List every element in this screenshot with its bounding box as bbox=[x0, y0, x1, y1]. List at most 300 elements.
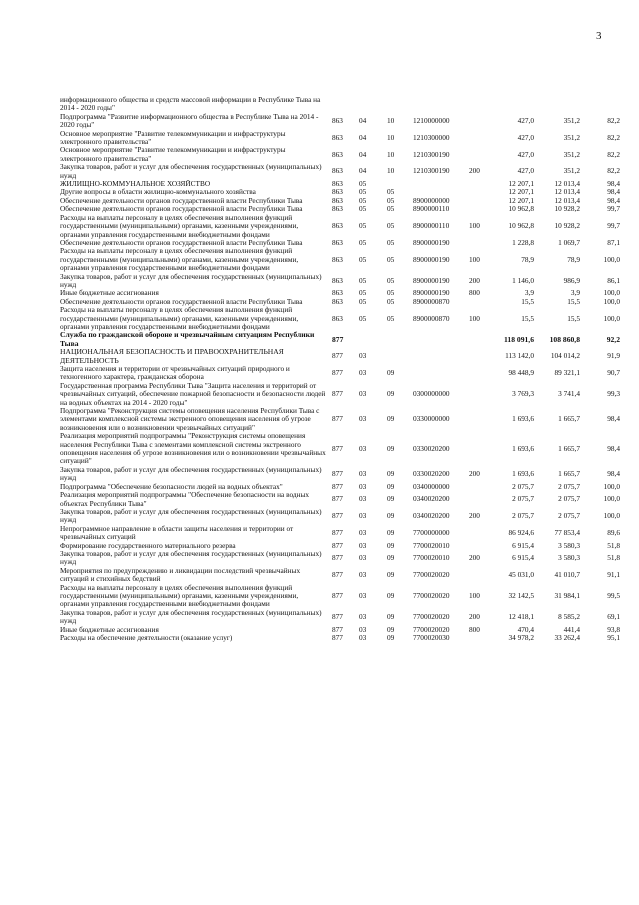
target-article-code: 0340020200 bbox=[413, 494, 450, 504]
actual-amount: 2 075,7 bbox=[558, 482, 580, 491]
expense-name: Закупка товаров, работ и услуг для обеспечения государственных (муниципальных) нужд bbox=[60, 163, 322, 180]
subsection-code: 05 bbox=[387, 275, 395, 285]
expense-name: Расходы на выплаты персоналу в целях обеспечения выполнения функций государственными (муниципальными) органами, казенными учреждениями, органами управления государственными внебюджетными фондами bbox=[60, 213, 299, 239]
subsection-code: 05 bbox=[387, 254, 395, 264]
table-row bbox=[60, 382, 620, 407]
actual-amount: 351,2 bbox=[563, 149, 580, 159]
execution-percent: 87,1 bbox=[607, 238, 620, 247]
execution-percent: 51,8 bbox=[607, 553, 620, 563]
actual-amount: 351,2 bbox=[563, 132, 580, 142]
expense-type-code bbox=[469, 525, 489, 542]
section-code: 05 bbox=[359, 254, 367, 264]
target-article-code: 0340020200 bbox=[413, 511, 450, 521]
actual-amount: 15,5 bbox=[567, 313, 580, 323]
section-code: 03 bbox=[359, 527, 367, 537]
execution-percent: 86,1 bbox=[607, 275, 620, 285]
section-code: 03 bbox=[359, 482, 367, 491]
subsection-code: 05 bbox=[387, 289, 395, 298]
table-row bbox=[60, 298, 620, 306]
expense-type-code bbox=[469, 205, 489, 213]
actual-amount: 41 010,7 bbox=[554, 569, 580, 579]
actual-amount: 89 321,1 bbox=[554, 368, 580, 378]
planned-amount: 113 142,0 bbox=[505, 351, 534, 361]
execution-percent: 91,1 bbox=[607, 569, 620, 579]
table-row bbox=[60, 483, 620, 491]
ministry-code: 877 bbox=[332, 553, 343, 563]
table-row bbox=[60, 567, 620, 584]
planned-amount: 470,4 bbox=[517, 625, 534, 634]
target-article-code: 0330020200 bbox=[413, 443, 450, 453]
planned-amount: 45 031,0 bbox=[508, 569, 534, 579]
expense-type-code bbox=[469, 432, 489, 466]
actual-amount: 351,2 bbox=[563, 166, 580, 176]
subsection-code: 05 bbox=[387, 221, 395, 231]
ministry-code: 877 bbox=[332, 625, 343, 634]
expense-name: Расходы на обеспечение деятельности (оказание услуг) bbox=[60, 634, 233, 642]
target-article-code: 8900000110 bbox=[413, 221, 450, 231]
section-code: 03 bbox=[359, 469, 367, 479]
subsection-code bbox=[387, 331, 413, 348]
section-code: 04 bbox=[359, 116, 367, 126]
ministry-code: 877 bbox=[332, 511, 343, 521]
expense-name: Закупка товаров, работ и услуг для обеспечения государственных (муниципальных) нужд bbox=[60, 507, 322, 525]
section-code: 03 bbox=[359, 590, 367, 600]
actual-amount: 78,9 bbox=[567, 254, 580, 264]
execution-percent: 82,2 bbox=[607, 166, 620, 176]
table-row bbox=[60, 163, 620, 180]
subsection-code: 10 bbox=[387, 132, 395, 142]
actual-amount: 1 665,7 bbox=[558, 414, 580, 424]
ministry-code: 863 bbox=[332, 188, 343, 197]
expense-name: Закупка товаров, работ и услуг для обеспечения государственных (муниципальных) нужд bbox=[60, 272, 322, 289]
expense-type-code: 200 bbox=[469, 511, 480, 521]
section-code: 05 bbox=[359, 238, 367, 247]
subsection-code: 09 bbox=[387, 469, 395, 479]
execution-percent: 100,0 bbox=[603, 289, 620, 298]
table-row bbox=[60, 180, 620, 188]
expense-type-code bbox=[469, 130, 489, 147]
planned-amount: 427,0 bbox=[517, 166, 534, 176]
expense-name: информационного общества и средств массовой информации в Республике Тыва на 2014 - 2020 годы" bbox=[60, 96, 321, 113]
expense-type-code: 100 bbox=[469, 590, 480, 600]
subsection-code: 09 bbox=[387, 553, 395, 563]
target-article-code: 1210300190 bbox=[413, 149, 450, 159]
planned-amount: 427,0 bbox=[517, 116, 534, 126]
subsection-code: 09 bbox=[387, 569, 395, 579]
target-article-code: 8900000190 bbox=[413, 275, 450, 285]
subsection-code: 09 bbox=[387, 443, 395, 453]
ministry-code bbox=[332, 96, 359, 113]
section-code: 04 bbox=[359, 132, 367, 142]
section-code: 05 bbox=[359, 196, 367, 205]
expense-type-code bbox=[469, 491, 489, 508]
actual-amount: 10 928,2 bbox=[554, 221, 580, 231]
section-code: 03 bbox=[359, 414, 367, 424]
planned-amount: 15,5 bbox=[521, 297, 534, 306]
planned-amount: 6 915,4 bbox=[512, 541, 534, 550]
expense-name: Иные бюджетные ассигнования bbox=[60, 625, 159, 634]
ministry-code: 877 bbox=[332, 443, 343, 453]
expense-name: Другие вопросы в области жилищно-коммунального хозяйства bbox=[60, 188, 256, 197]
ministry-code: 877 bbox=[332, 494, 343, 504]
execution-percent: 98,4 bbox=[607, 443, 620, 453]
planned-amount: 1 693,6 bbox=[512, 443, 534, 453]
section-code: 03 bbox=[359, 611, 367, 621]
planned-amount bbox=[489, 96, 534, 113]
execution-percent: 82,2 bbox=[607, 149, 620, 159]
section-code bbox=[359, 96, 387, 113]
actual-amount: 1 665,7 bbox=[558, 443, 580, 453]
subsection-code bbox=[387, 180, 413, 188]
expense-type-code bbox=[469, 180, 489, 188]
target-article-code: 1210000000 bbox=[413, 116, 450, 126]
section-code: 03 bbox=[359, 541, 367, 550]
section-code: 05 bbox=[359, 188, 367, 197]
expense-name: Реализация мероприятий подпрограммы "Реконструкция системы оповещения населения Республики Тыва с элементами комплексной системы экстренного оповещения населения об угрозе возникновения или о возникновении чрезвычайных ситуаций" bbox=[60, 432, 326, 466]
actual-amount: 33 262,4 bbox=[554, 634, 580, 642]
expense-type-code: 200 bbox=[469, 469, 480, 479]
subsection-code: 09 bbox=[387, 511, 395, 521]
actual-amount: 8 585,2 bbox=[558, 611, 580, 621]
expense-name: Формирование государственного материального резерва bbox=[60, 541, 236, 550]
actual-amount: 3 580,3 bbox=[558, 541, 580, 550]
actual-amount: 441,4 bbox=[563, 625, 580, 634]
expense-name: Подпрограмма "Обеспечение безопасности людей на водных объектах" bbox=[60, 482, 283, 491]
section-code: 03 bbox=[359, 389, 367, 399]
table-row bbox=[60, 247, 620, 272]
execution-percent: 98,4 bbox=[607, 180, 620, 189]
target-article-code: 7700020010 bbox=[413, 553, 450, 563]
expense-type-code bbox=[469, 365, 489, 382]
actual-amount: 77 853,4 bbox=[554, 527, 580, 537]
expense-type-code bbox=[469, 298, 489, 306]
section-code: 05 bbox=[359, 313, 367, 323]
subsection-code: 05 bbox=[387, 238, 395, 247]
actual-amount: 3 580,3 bbox=[558, 553, 580, 563]
section-code: 03 bbox=[359, 351, 367, 361]
target-article-code: 8900000870 bbox=[413, 297, 450, 306]
expense-name: Основное мероприятие "Развитие телекоммуникации и инфраструктуры электронного правительства" bbox=[60, 129, 286, 147]
execution-percent: 99,7 bbox=[607, 205, 620, 214]
planned-amount: 34 978,2 bbox=[508, 634, 534, 642]
execution-percent: 98,4 bbox=[607, 414, 620, 424]
ministry-code: 877 bbox=[332, 482, 343, 491]
expense-name: Подпрограмма "Реконструкция системы оповещения населения Республики Тыва с элементами комплексной системы экстренного оповещения населения об угрозе возникновения или о возникновении чрезвычайных ситуаций" bbox=[60, 407, 320, 432]
subsection-code: 09 bbox=[387, 634, 395, 642]
ministry-code: 863 bbox=[332, 275, 343, 285]
execution-percent: 100,0 bbox=[603, 313, 620, 323]
expense-name: Расходы на выплаты персоналу в целях обеспечения выполнения функций государственными (муниципальными) органами, казенными учреждениями, органами управления государственными внебюджетными фондами bbox=[60, 306, 299, 331]
expense-name: Защита населения и территории от чрезвычайных ситуаций природного и техногенного характера, гражданская оборона bbox=[60, 365, 290, 382]
target-article-code bbox=[413, 180, 469, 188]
planned-amount: 6 915,4 bbox=[512, 553, 534, 563]
expense-name: Обеспечение деятельности органов государственной власти Республики Тыва bbox=[60, 205, 303, 214]
subsection-code: 09 bbox=[387, 541, 395, 550]
execution-percent: 82,2 bbox=[607, 132, 620, 142]
planned-amount: 86 924,6 bbox=[508, 527, 534, 537]
expense-name: Государственная программа Республики Тыва "Защита населения и территорий от чрезвычайных ситуаций, обеспечение пожарной безопасности и безопасности людей на водных объектах на 2014 - 2020 годы" bbox=[60, 381, 326, 407]
expense-name: ЖИЛИЩНО-КОММУНАЛЬНОЕ ХОЗЯЙСТВО bbox=[60, 180, 211, 189]
planned-amount: 12 207,1 bbox=[508, 188, 534, 197]
page-number: 3 bbox=[596, 30, 602, 42]
actual-amount: 351,2 bbox=[563, 116, 580, 126]
actual-amount: 986,9 bbox=[563, 275, 580, 285]
expense-name: Основное мероприятие "Развитие телекоммуникации и инфраструктуры электронного правительства" bbox=[60, 146, 286, 163]
expense-type-code bbox=[469, 239, 489, 247]
ministry-code: 877 bbox=[332, 351, 343, 361]
planned-amount: 12 207,1 bbox=[508, 196, 534, 205]
ministry-code: 877 bbox=[332, 389, 343, 399]
ministry-code: 863 bbox=[332, 289, 343, 298]
expense-type-code bbox=[469, 634, 489, 642]
table-row bbox=[60, 197, 620, 205]
subsection-code: 10 bbox=[387, 166, 395, 176]
table-row bbox=[60, 96, 620, 113]
target-article-code: 7700020020 bbox=[413, 590, 450, 600]
subsection-code: 05 bbox=[387, 313, 395, 323]
expense-type-code: 100 bbox=[469, 221, 480, 231]
target-article-code: 8900000190 bbox=[413, 254, 450, 264]
planned-amount: 98 448,9 bbox=[508, 368, 534, 378]
expense-type-code bbox=[469, 146, 489, 163]
expense-type-code bbox=[469, 483, 489, 491]
planned-amount: 15,5 bbox=[521, 313, 534, 323]
expense-type-code: 800 bbox=[469, 289, 480, 298]
actual-amount: 10 928,2 bbox=[554, 205, 580, 214]
actual-amount: 3 741,4 bbox=[558, 389, 580, 399]
execution-percent: 100,0 bbox=[603, 494, 620, 504]
expense-type-code: 800 bbox=[469, 625, 480, 634]
table-row bbox=[60, 289, 620, 297]
execution-percent: 93,8 bbox=[607, 625, 620, 634]
section-code: 05 bbox=[359, 205, 367, 214]
actual-amount: 108 860,8 bbox=[549, 334, 580, 344]
planned-amount: 1 693,6 bbox=[512, 469, 534, 479]
table-row bbox=[60, 407, 620, 432]
target-article-code: 8900000190 bbox=[413, 289, 450, 298]
table-row bbox=[60, 188, 620, 196]
table-row bbox=[60, 432, 620, 466]
planned-amount: 78,9 bbox=[521, 254, 534, 264]
table-row bbox=[60, 239, 620, 247]
execution-percent bbox=[580, 96, 620, 113]
table-row bbox=[60, 130, 620, 147]
target-article-code: 0340000000 bbox=[413, 482, 450, 491]
subsection-code: 09 bbox=[387, 625, 395, 634]
subsection-code bbox=[387, 348, 413, 365]
target-article-code bbox=[413, 96, 469, 113]
execution-percent: 100,0 bbox=[603, 511, 620, 521]
ministry-code: 877 bbox=[332, 368, 343, 378]
actual-amount: 12 013,4 bbox=[554, 188, 580, 197]
actual-amount: 2 075,7 bbox=[558, 511, 580, 521]
ministry-code: 863 bbox=[332, 238, 343, 247]
target-article-code: 7700020010 bbox=[413, 541, 450, 550]
expense-name: Непрограммное направление в области защиты населения и территории от чрезвычайных ситуаций bbox=[60, 524, 294, 542]
planned-amount: 427,0 bbox=[517, 132, 534, 142]
ministry-code: 863 bbox=[332, 116, 343, 126]
ministry-code: 863 bbox=[332, 221, 343, 231]
table-row bbox=[60, 609, 620, 626]
expense-name: Подпрограмма "Развитие информационного общества в Республике Тыва на 2014 - 2020 годы" bbox=[60, 112, 319, 130]
section-code: 05 bbox=[359, 297, 367, 306]
expense-name: Реализация мероприятий подпрограммы "Обеспечение безопасности на водных объектах Республики Тыва" bbox=[60, 491, 310, 508]
actual-amount: 104 014,2 bbox=[550, 351, 580, 361]
ministry-code: 877 bbox=[332, 469, 343, 479]
ministry-code: 863 bbox=[332, 297, 343, 306]
ministry-code: 863 bbox=[332, 254, 343, 264]
target-article-code: 8900000110 bbox=[413, 205, 450, 214]
ministry-code: 863 bbox=[332, 149, 343, 159]
expense-type-code bbox=[469, 188, 489, 196]
subsection-code: 05 bbox=[387, 297, 395, 306]
expense-name: Обеспечение деятельности органов государственной власти Республики Тыва bbox=[60, 196, 303, 205]
section-code: 03 bbox=[359, 634, 367, 642]
table-row bbox=[60, 214, 620, 239]
execution-percent: 99,7 bbox=[607, 221, 620, 231]
expense-type-code bbox=[469, 407, 489, 432]
expense-type-code: 200 bbox=[469, 275, 480, 285]
execution-percent: 92,2 bbox=[606, 334, 620, 344]
section-code: 03 bbox=[359, 569, 367, 579]
execution-percent: 82,2 bbox=[607, 116, 620, 126]
ministry-code: 863 bbox=[332, 166, 343, 176]
expense-type-code bbox=[469, 348, 489, 365]
table-row bbox=[60, 331, 620, 348]
execution-percent: 100,0 bbox=[603, 482, 620, 491]
section-code: 03 bbox=[359, 368, 367, 378]
section-code: 05 bbox=[359, 221, 367, 231]
table-row bbox=[60, 542, 620, 550]
actual-amount: 15,5 bbox=[567, 297, 580, 306]
section-code: 03 bbox=[359, 443, 367, 453]
subsection-code: 05 bbox=[387, 205, 395, 214]
actual-amount: 1 069,7 bbox=[558, 238, 580, 247]
section-code bbox=[359, 331, 387, 348]
target-article-code: 1210300000 bbox=[413, 132, 450, 142]
subsection-code: 09 bbox=[387, 482, 395, 491]
section-code: 04 bbox=[359, 149, 367, 159]
execution-percent: 89,6 bbox=[607, 527, 620, 537]
expense-type-code bbox=[469, 113, 489, 130]
section-code: 04 bbox=[359, 166, 367, 176]
actual-amount bbox=[534, 96, 580, 113]
table-row bbox=[60, 491, 620, 508]
execution-percent: 100,0 bbox=[603, 254, 620, 264]
execution-percent: 91,9 bbox=[607, 351, 620, 361]
execution-percent: 51,8 bbox=[607, 541, 620, 550]
ministry-code: 877 bbox=[332, 590, 343, 600]
planned-amount: 1 146,0 bbox=[512, 275, 534, 285]
execution-percent: 100,0 bbox=[603, 297, 620, 306]
planned-amount: 427,0 bbox=[517, 149, 534, 159]
target-article-code bbox=[413, 188, 469, 196]
expense-type-code bbox=[469, 542, 489, 550]
ministry-code: 863 bbox=[332, 180, 343, 189]
expense-type-code bbox=[469, 96, 489, 113]
subsection-code: 09 bbox=[387, 611, 395, 621]
target-article-code: 7700020030 bbox=[413, 634, 450, 642]
ministry-code: 877 bbox=[332, 541, 343, 550]
subsection-code: 09 bbox=[387, 527, 395, 537]
planned-amount: 1 228,8 bbox=[512, 238, 534, 247]
execution-percent: 98,4 bbox=[607, 469, 620, 479]
subsection-code: 09 bbox=[387, 494, 395, 504]
actual-amount: 3,9 bbox=[570, 289, 580, 298]
execution-percent: 98,4 bbox=[607, 196, 620, 205]
target-article-code: 7700000000 bbox=[413, 527, 450, 537]
planned-amount: 10 962,8 bbox=[508, 205, 534, 214]
planned-amount: 10 962,8 bbox=[508, 221, 534, 231]
target-article-code: 8900000870 bbox=[413, 313, 450, 323]
planned-amount: 12 418,1 bbox=[508, 611, 534, 621]
actual-amount: 12 013,4 bbox=[554, 196, 580, 205]
table-row bbox=[60, 273, 620, 290]
section-code: 03 bbox=[359, 511, 367, 521]
expense-type-code: 200 bbox=[469, 611, 480, 621]
ministry-code: 863 bbox=[332, 196, 343, 205]
table-row bbox=[60, 348, 620, 365]
ministry-code: 863 bbox=[332, 205, 343, 214]
table-row bbox=[60, 508, 620, 525]
planned-amount: 2 075,7 bbox=[512, 494, 534, 504]
actual-amount: 12 013,4 bbox=[554, 180, 580, 189]
expense-name: Закупка товаров, работ и услуг для обеспечения государственных (муниципальных) нужд bbox=[60, 608, 322, 626]
section-code: 03 bbox=[359, 494, 367, 504]
planned-amount: 3,9 bbox=[524, 289, 534, 298]
execution-percent: 95,1 bbox=[607, 634, 620, 642]
table-row bbox=[60, 113, 620, 130]
subsection-code: 09 bbox=[387, 389, 395, 399]
execution-percent: 98,4 bbox=[607, 188, 620, 197]
table-row bbox=[60, 205, 620, 213]
subsection-code: 10 bbox=[387, 116, 395, 126]
expense-name: Обеспечение деятельности органов государственной власти Республики Тыва bbox=[60, 297, 303, 306]
target-article-code bbox=[413, 365, 469, 382]
target-article-code: 0300000000 bbox=[413, 389, 450, 399]
target-article-code bbox=[413, 331, 469, 348]
execution-percent: 90,7 bbox=[607, 368, 620, 378]
target-article-code: 0330020200 bbox=[413, 469, 450, 479]
planned-amount: 2 075,7 bbox=[512, 511, 534, 521]
expense-name: Обеспечение деятельности органов государственной власти Республики Тыва bbox=[60, 238, 303, 247]
expense-type-code: 100 bbox=[469, 254, 480, 264]
subsection-code: 09 bbox=[387, 590, 395, 600]
expense-name: Расходы на выплаты персоналу в целях обеспечения выполнения функций государственными (муниципальными) органами, казенными учреждениями, органами управления государственными внебюджетными фондами bbox=[60, 583, 299, 609]
target-article-code: 8900000000 bbox=[413, 196, 450, 205]
expense-type-code: 100 bbox=[469, 313, 480, 323]
section-code: 05 bbox=[359, 275, 367, 285]
table-row bbox=[60, 146, 620, 163]
table-body bbox=[60, 96, 620, 642]
expense-type-code: 200 bbox=[469, 553, 480, 563]
planned-amount: 118 091,6 bbox=[504, 334, 534, 344]
expense-type-code: 200 bbox=[469, 166, 480, 176]
table-row bbox=[60, 466, 620, 483]
table-row bbox=[60, 525, 620, 542]
subsection-code: 09 bbox=[387, 414, 395, 424]
expense-name: Мероприятия по предупреждению и ликвидации последствий чрезвычайных ситуаций и стихийных бедствий bbox=[60, 566, 301, 584]
ministry-code: 863 bbox=[332, 313, 343, 323]
execution-percent: 69,1 bbox=[607, 611, 620, 621]
table-row bbox=[60, 365, 620, 382]
target-article-code: 7700020020 bbox=[413, 611, 450, 621]
target-article-code: 0330000000 bbox=[413, 414, 450, 424]
ministry-code: 877 bbox=[332, 414, 343, 424]
planned-amount: 1 693,6 bbox=[512, 414, 534, 424]
subsection-code: 10 bbox=[387, 149, 395, 159]
planned-amount: 32 142,5 bbox=[508, 590, 534, 600]
